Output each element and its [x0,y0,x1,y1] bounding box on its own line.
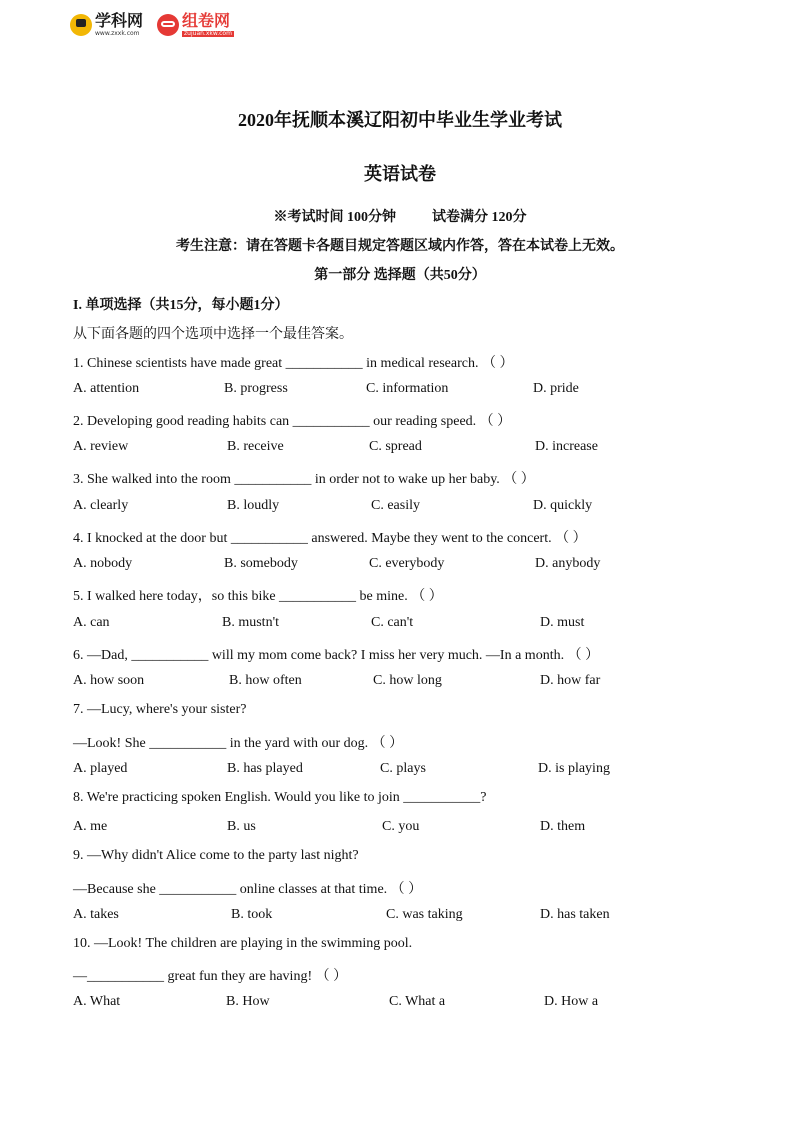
exam-info [0,206,800,226]
q4-option-d: D. anybody [535,556,601,571]
q4-option-c: C. everybody [369,556,445,571]
zujuanwang-logo [157,13,234,37]
q10-option-d: D. How a [544,994,599,1009]
xuekewang-logo-name: 学科网 [95,11,144,30]
q10-option-c: C. What a [389,994,446,1009]
question-2-stem: 2. Developing good reading habits can ___________ our reading speed. （ ） [73,414,512,429]
q2-option-c: C. spread [369,439,422,454]
q1-option-c: C. information [366,381,449,396]
question-3-stem: 3. She walked into the room ___________ in order not to wake up her baby. （ ） [73,472,535,487]
q2-option-d: D. increase [535,439,598,454]
q7-option-d: D. is playing [538,761,610,776]
q10-option-a: A. What [73,994,121,1009]
question-10-stem: 10. —Look! The children are playing in the swimming pool. [73,936,413,951]
exam-title: 2020年抚顺本溪辽阳初中毕业生学业考试 [238,110,562,130]
zujuanwang-logo-name: 组卷网 [182,11,231,30]
q3-option-d: D. quickly [533,498,593,513]
xuekewang-logo [70,13,143,37]
header-logos [70,8,248,42]
question-6-stem: 6. —Dad, ___________ will my mom come back? I miss her very much. —In a month. （ ） [73,648,600,663]
q9-option-a: A. takes [73,907,119,922]
exam-time: ※考试时间 100分钟 [273,210,396,225]
zujuanwang-logo-url: zujuan.xkw.com [184,30,232,37]
q1-option-a: A. attention [73,381,140,396]
question-5-stem: 5. I walked here today，so this bike ___________ be mine. （ ） [73,589,443,604]
xuekewang-logo-icon [70,14,92,36]
section-instruction: 从下面各题的四个选项中选择一个最佳答案。 [73,327,353,342]
q3-option-b: B. loudly [227,498,280,513]
q7-option-c: C. plays [380,761,426,776]
q6-option-a: A. how soon [73,673,145,688]
section-title: I. 单项选择（共15分，每小题1分） [73,298,289,313]
question-9-stem-line-2: —Because she ___________ online classes at that time. （ ） [73,882,423,897]
question-8-stem: 8. We're practicing spoken English. Would you like to join ___________? [73,790,487,805]
q5-option-b: B. mustn't [222,615,279,630]
q6-option-b: B. how often [229,673,302,688]
q7-option-b: B. has played [227,761,303,776]
question-1-stem: 1. Chinese scientists have made great ___________ in medical research. （ ） [73,356,514,371]
q8-option-d: D. them [540,819,586,834]
q5-option-c: C. can't [371,615,414,630]
q8-option-a: A. me [73,819,108,834]
q6-option-c: C. how long [373,673,442,688]
q5-option-d: D. must [540,615,585,630]
question-7-stem-line-2: —Look! She ___________ in the yard with our dog. （ ） [73,736,404,751]
q9-option-d: D. has taken [540,907,610,922]
part-heading: 第一部分 选择题（共50分） [314,268,486,283]
q1-option-d: D. pride [533,381,579,396]
question-7-stem: 7. —Lucy, where's your sister? [73,702,247,717]
q3-option-a: A. clearly [73,498,129,513]
exam-notice: 考生注意：请在答题卡各题目规定答题区域内作答，答在本试卷上无效。 [176,239,624,254]
exam-subtitle: 英语试卷 [364,164,436,184]
question-9-stem: 9. —Why didn't Alice come to the party last night? [73,848,359,863]
question-10-stem-line-2: —___________ great fun they are having! （ ） [73,969,348,984]
q2-option-a: A. review [73,439,129,454]
q9-option-b: B. took [231,907,273,922]
question-4-stem: 4. I knocked at the door but ___________ answered. Maybe they went to the concert. （ ） [73,531,587,546]
q4-option-b: B. somebody [224,556,298,571]
q1-option-b: B. progress [224,381,288,396]
q5-option-a: A. can [73,615,110,630]
q8-option-c: C. you [382,819,420,834]
q6-option-d: D. how far [540,673,601,688]
q4-option-a: A. nobody [73,556,133,571]
q10-option-b: B. How [226,994,270,1009]
q7-option-a: A. played [73,761,128,776]
xuekewang-logo-url: www.zxxk.com [95,30,140,37]
q3-option-c: C. easily [371,498,420,513]
q9-option-c: C. was taking [386,907,463,922]
exam-score: 试卷满分 120分 [432,210,527,225]
q2-option-b: B. receive [227,439,284,454]
q8-option-b: B. us [227,819,256,834]
zujuanwang-logo-icon [157,14,179,36]
